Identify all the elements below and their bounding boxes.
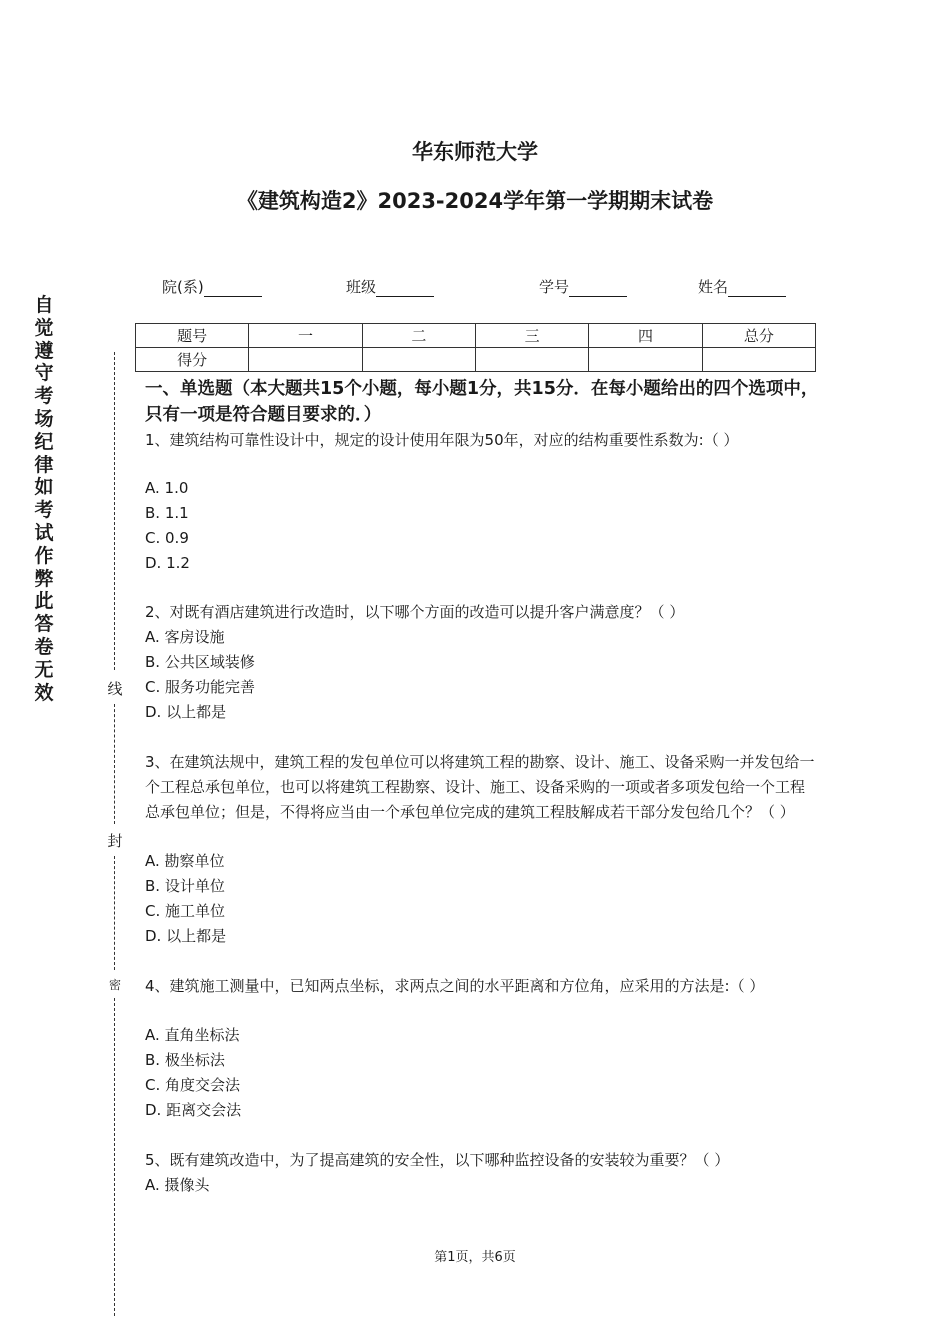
question-3-option-b: B. 设计单位 <box>145 877 225 895</box>
score-blank-cell <box>362 348 475 372</box>
seal-char-seal: 封 <box>107 832 123 850</box>
exam-discipline-notice: 自觉遵守考场纪律如考试作弊此答卷无效 <box>34 294 54 704</box>
question-2-option-b: B. 公共区域装修 <box>145 653 255 671</box>
name-field <box>698 276 786 297</box>
seal-char-line: 线 <box>107 680 123 698</box>
question-5-option-a: A. 摄像头 <box>145 1176 210 1194</box>
question-4-option-d: D. 距离交会法 <box>145 1101 242 1119</box>
score-blank-cell <box>249 348 362 372</box>
student-id-field <box>539 276 627 297</box>
score-header-cell: 总分 <box>702 324 815 348</box>
student-id-blank <box>569 280 627 297</box>
score-row-label: 得分 <box>136 348 249 372</box>
question-4-option-c: C. 角度交会法 <box>145 1076 241 1094</box>
question-1-option-a: A. 1.0 <box>145 479 189 497</box>
score-blank-cell <box>475 348 588 372</box>
question-2-stem: 2、对既有酒店建筑进行改造时，以下哪个方面的改造可以提升客户满意度？（ ） <box>145 603 685 621</box>
student-id-label: 学号 <box>539 278 570 296</box>
question-1-option-c: C. 0.9 <box>145 529 189 547</box>
name-blank <box>728 280 786 297</box>
question-1-option-b: B. 1.1 <box>145 504 189 522</box>
question-1-option-d: D. 1.2 <box>145 554 190 572</box>
score-header-cell: 四 <box>589 324 702 348</box>
question-4-stem: 4、建筑施工测量中，已知两点坐标，求两点之间的水平距离和方位角，应采用的方法是:（ ） <box>145 977 765 995</box>
dept-blank <box>204 280 262 297</box>
score-header-cell: 一 <box>249 324 362 348</box>
question-2-option-c: C. 服务功能完善 <box>145 678 256 696</box>
dept-label: 院(系) <box>162 278 204 296</box>
question-4-option-a: A. 直角坐标法 <box>145 1026 240 1044</box>
dept-field <box>162 276 262 297</box>
score-table-header-row <box>136 324 816 348</box>
question-1-stem: 1、建筑结构可靠性设计中，规定的设计使用年限为50年，对应的结构重要性系数为:（ ） <box>145 431 739 449</box>
class-blank <box>376 280 434 297</box>
question-3-option-c: C. 施工单位 <box>145 902 226 920</box>
question-2-option-a: A. 客房设施 <box>145 628 225 646</box>
question-3-option-a: A. 勘察单位 <box>145 852 225 870</box>
score-table <box>135 323 816 372</box>
score-table-score-row <box>136 348 816 372</box>
question-3-option-d: D. 以上都是 <box>145 927 227 945</box>
score-header-cell: 三 <box>475 324 588 348</box>
class-label: 班级 <box>346 278 377 296</box>
seal-dashed-line-2 <box>114 704 115 824</box>
name-label: 姓名 <box>698 278 729 296</box>
seal-char-secret: 密 <box>106 976 124 993</box>
question-4-option-b: B. 极坐标法 <box>145 1051 225 1069</box>
page-number: 第1页，共6页 <box>434 1250 516 1265</box>
seal-dashed-line-1 <box>114 352 115 670</box>
seal-dashed-line-3 <box>114 856 115 970</box>
question-5-stem: 5、既有建筑改造中，为了提高建筑的安全性，以下哪种监控设备的安装较为重要？（ ） <box>145 1151 730 1169</box>
class-field <box>346 276 434 297</box>
score-header-cell: 题号 <box>136 324 249 348</box>
score-blank-cell <box>702 348 815 372</box>
seal-dashed-line-4 <box>114 998 115 1316</box>
exam-title: 《建筑构造2》2023-2024学年第一学期期末试卷 <box>236 189 714 213</box>
question-3-stem: 3、在建筑法规中，建筑工程的发包单位可以将建筑工程的勘察、设计、施工、设备采购一并发包给一个工程总承包单位，也可以将建筑工程勘察、设计、施工、设备采购的一项或者多项发包给一个工程总承包单位；但是，不得将应当由一个承包单位完成的建筑工程肢解成若干部分发包给几个？（ ） <box>145 753 815 821</box>
university-title: 华东师范大学 <box>412 140 538 164</box>
section-heading: 一、单选题（本大题共15个小题，每小题1分，共15分．在每小题给出的四个选项中，只有一项是符合题目要求的．） <box>145 379 819 425</box>
question-2-option-d: D. 以上都是 <box>145 703 227 721</box>
score-header-cell: 二 <box>362 324 475 348</box>
score-blank-cell <box>589 348 702 372</box>
